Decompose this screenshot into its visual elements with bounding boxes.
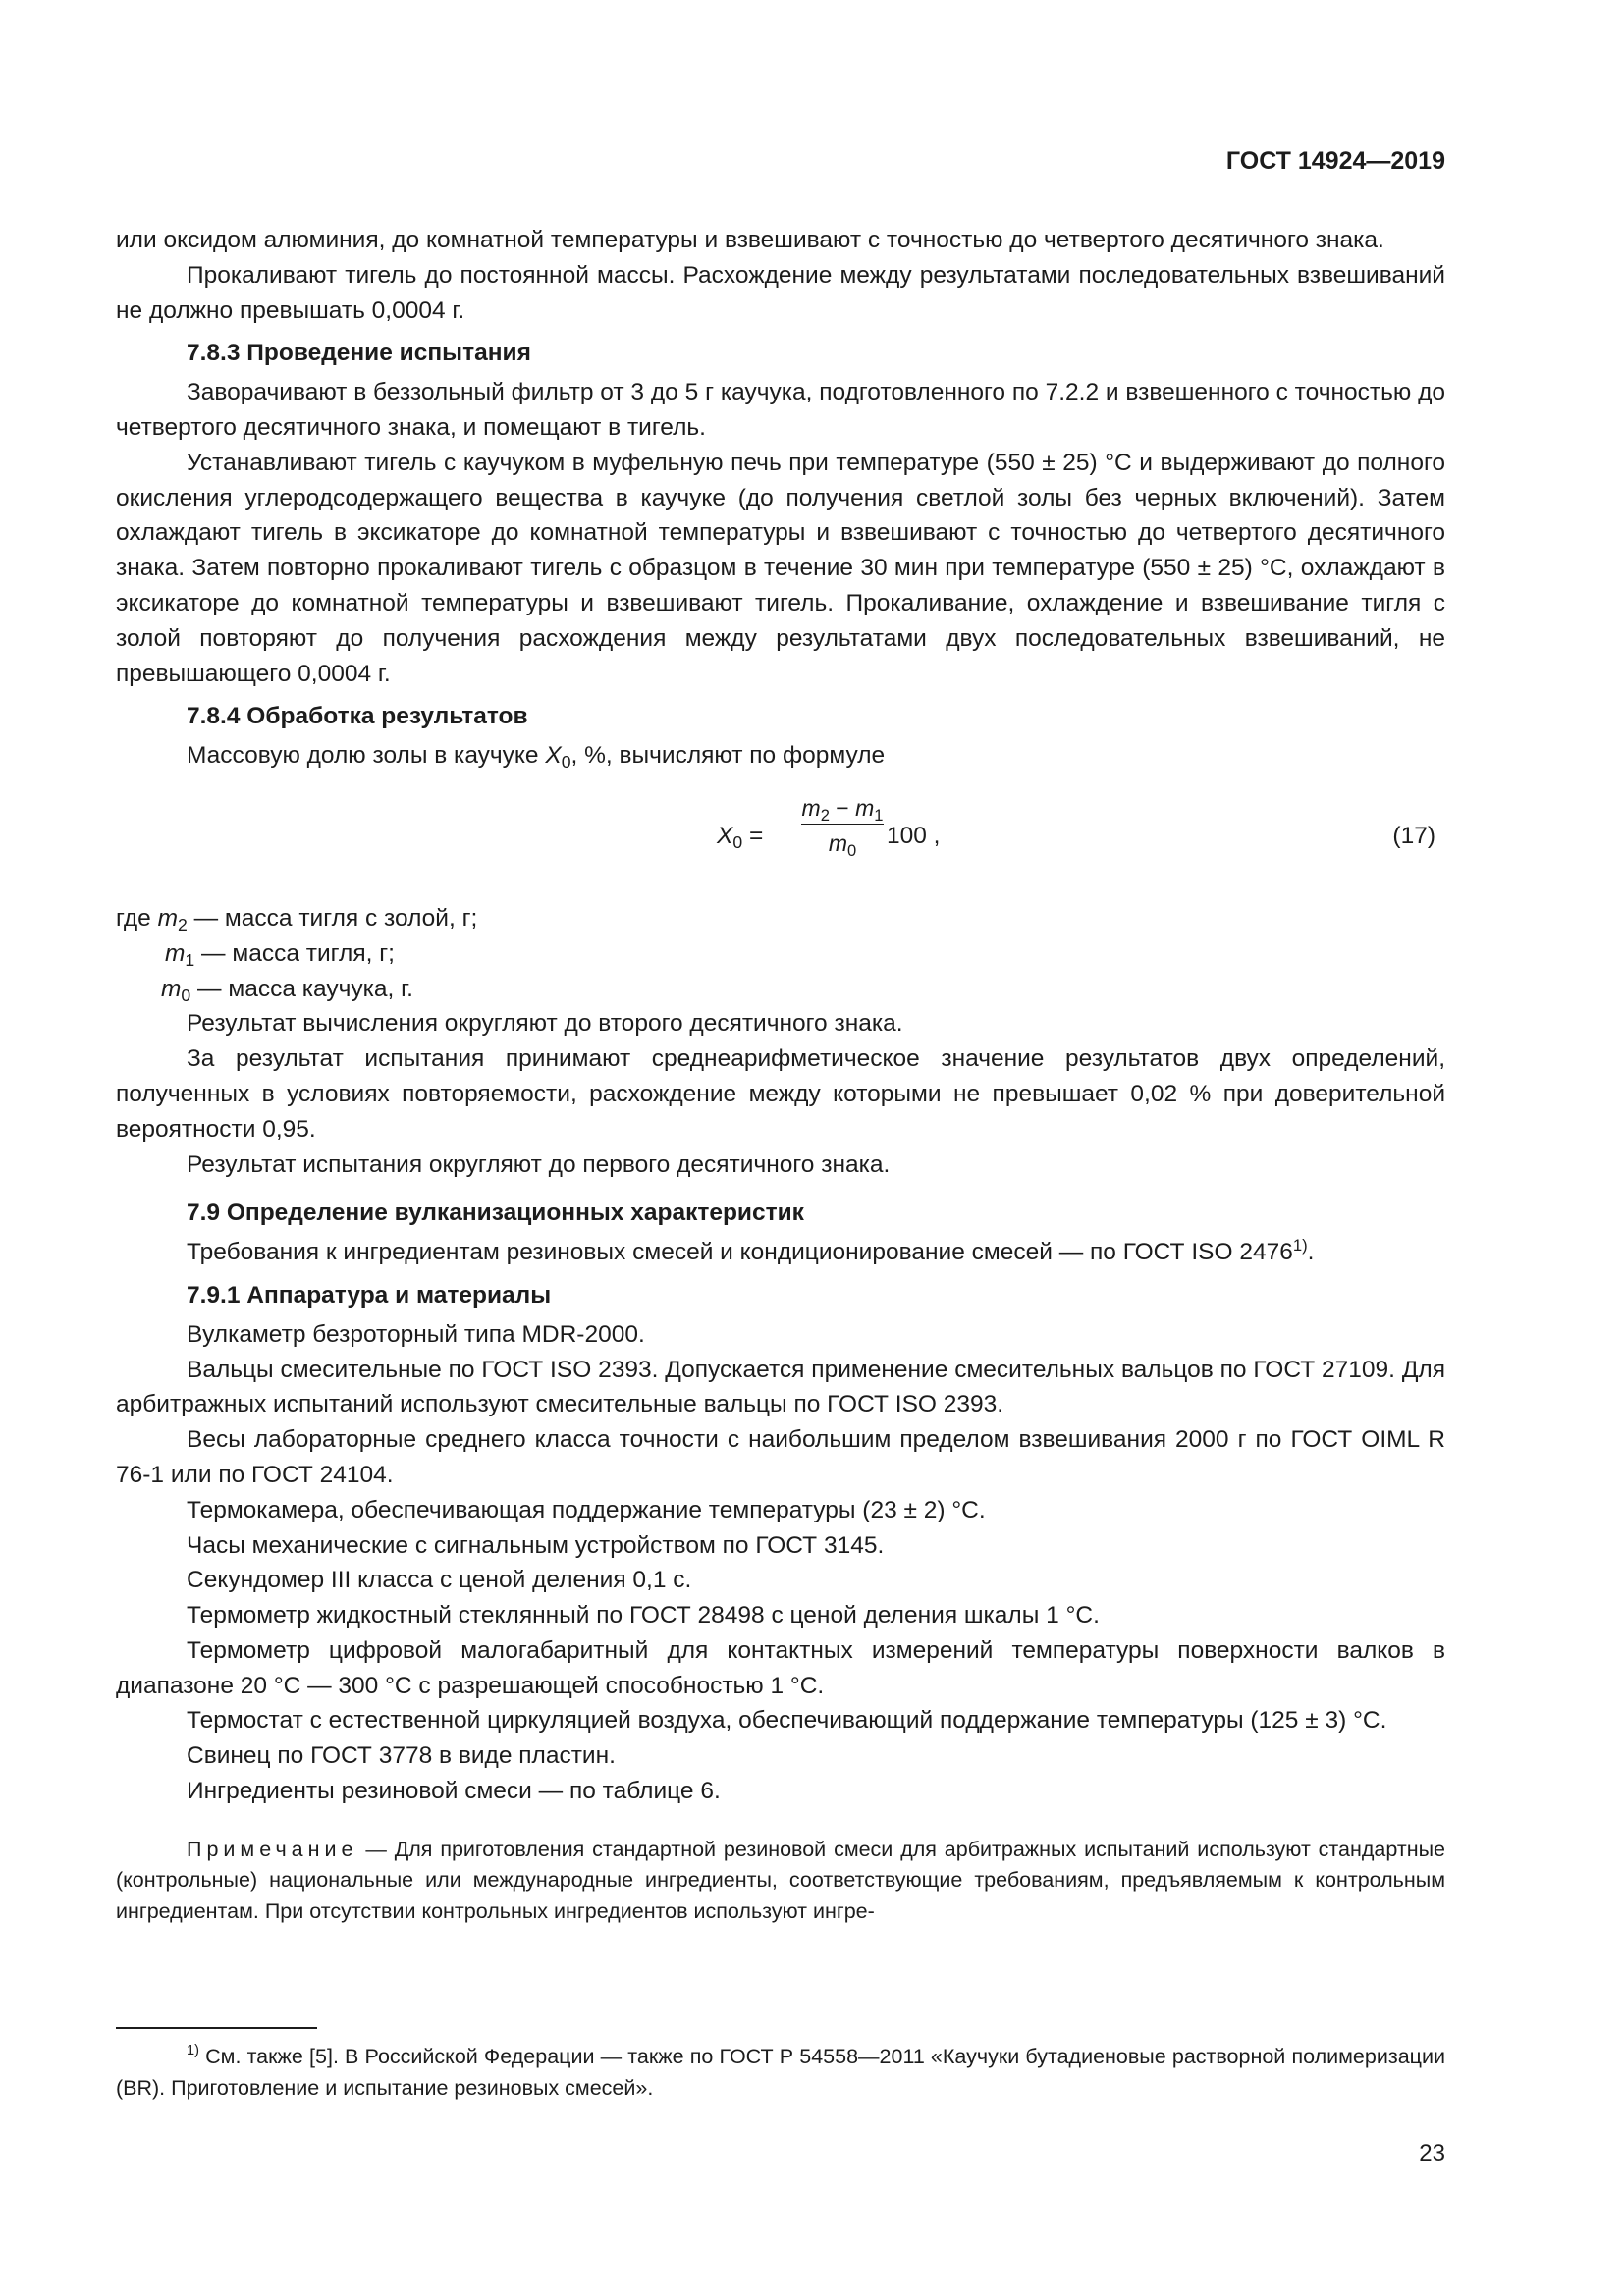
page-number: 23: [1419, 2140, 1445, 2166]
subscript: 1: [874, 805, 884, 825]
where-line: [116, 972, 1445, 1007]
paragraph: Результат вычисления округляют до второго десятичного знака.: [187, 1010, 903, 1038]
subscript: 1: [185, 949, 195, 970]
text: , %, вычисляют по формуле: [570, 742, 886, 770]
text: Требования к ингредиентам резиновых смесей и кондиционирование смесей — по ГОСТ ISO 2476: [187, 1239, 1293, 1266]
footnote-divider: [116, 2027, 317, 2029]
minus-sign: −: [829, 794, 856, 821]
paragraph: Устанавливают тигель с каучуком в муфельную печь при температуре (550 ± 25) °С и выдерживают до полного окисления углеродсодержащего вещества в каучуке (до получения светлой золы без черных включений). Затем охлаждают тигель в эксикаторе до комнатной температуры и взвешивают с точностью до четвертого десятичного знака. Затем повторно прокаливают тигель с образцом в течение 30 мин при температуре (550 ± 25) °С, охлаждают в эксикаторе до комнатной температуры и взвешивают тигель. Прокаливание, охлаждение и взвешивание тигля с золой повторяют до получения расхождения между результатами двух последовательных взвешиваний, не превышающего 0,0004 г.: [116, 449, 1445, 687]
variable: X: [545, 742, 562, 770]
variable: m: [801, 794, 821, 821]
variable: X: [717, 822, 733, 849]
text: Массовую долю золы в каучуке: [187, 742, 546, 770]
paragraph: Заворачивают в беззольный фильтр от 3 до 5 г каучука, подготовленного по 7.2.2 и взвешенного с точностью до четвертого десятичного знака, и помещают в тигель.: [116, 379, 1445, 441]
subscript: 2: [178, 914, 188, 934]
equipment-item: Термостат с естественной циркуляцией воздуха, обеспечивающий поддержание температуры (125 ± 3) °С.: [187, 1707, 1387, 1735]
document-body: [116, 223, 1445, 1927]
text: — масса каучука, г.: [190, 975, 413, 1002]
equipment-item: Вальцы смесительные по ГОСТ ISO 2393. Допускается применение смесительных вальцов по ГОСТ 27109. Для арбитражных испытаний используют смесительные вальцы по ГОСТ ISO 2393.: [116, 1356, 1445, 1418]
text: — масса тигля с золой, г;: [187, 904, 478, 932]
equals-sign: =: [748, 822, 764, 849]
formula-multiplier: 100 ,: [887, 822, 941, 849]
note-text: — Для приготовления стандартной резиновой смеси для арбитражных испытаний используют стандартные (контрольные) национальные или международные ингредиенты, соответствующие требованиям, предъявляемым к контрольным ингредиентам. При отсутствии контрольных ингредиентов используют ингре-: [116, 1837, 1445, 1923]
where-line: [116, 936, 1445, 972]
variable: m: [165, 939, 186, 967]
text: .: [1307, 1239, 1315, 1266]
fraction-numerator: [801, 793, 884, 823]
footnote: [116, 2041, 1445, 2104]
equipment-item: Весы лабораторные среднего класса точности с наибольшим пределом взвешивания 2000 г по ГОСТ OIML R 76-1 или по ГОСТ 24104.: [116, 1426, 1445, 1488]
subscript: 0: [561, 752, 571, 773]
variable: m: [828, 829, 847, 856]
section-heading-7-9: 7.9 Определение вулканизационных характеристик: [187, 1200, 804, 1227]
variable: m: [161, 975, 182, 1002]
formula-lhs: [717, 819, 763, 854]
footnote-marker: 1): [187, 2043, 199, 2058]
note: [116, 1835, 1445, 1928]
subscript: 0: [846, 840, 857, 860]
document-code-header: ГОСТ 14924—2019: [1225, 147, 1445, 175]
formula-fraction: [801, 793, 884, 858]
equipment-item: Термокамера, обеспечивающая поддержание температуры (23 ± 2) °С.: [187, 1496, 986, 1523]
paragraph: [116, 1235, 1445, 1270]
footnote-text: См. также [5]. В Российской Федерации — также по ГОСТ Р 54558—2011 «Каучуки бутадиеновые растворной полимеризации (BR). Приготовление и испытание резиновых смесей».: [116, 2045, 1445, 2100]
note-label: Примечание: [187, 1837, 358, 1861]
paragraph-formula-intro: [116, 738, 1445, 774]
equipment-item: Вулкаметр безроторный типа MDR-2000.: [187, 1320, 645, 1348]
equipment-item: Термометр цифровой малогабаритный для контактных измерений температуры поверхности валков в диапазоне 20 °С — 300 °С с разрешающей способностью 1 °С.: [116, 1636, 1445, 1699]
section-heading-7-8-3: 7.8.3 Проведение испытания: [187, 340, 531, 367]
formula-number: (17): [1392, 822, 1435, 849]
fraction-denominator: [801, 828, 884, 858]
variable: m: [855, 794, 875, 821]
paragraph: Результат испытания округляют до первого десятичного знака.: [187, 1150, 891, 1178]
formula-17: [116, 789, 1445, 891]
variable: m: [157, 904, 178, 932]
text: где: [116, 904, 158, 932]
subscript: 0: [732, 831, 743, 852]
where-line: [116, 901, 1445, 936]
subscript: 0: [181, 985, 191, 1005]
subscript: 2: [820, 805, 830, 825]
paragraph: Прокаливают тигель до постоянной массы. Расхождение между результатами последовательных взвешиваний не должно превышать 0,0004 г.: [116, 261, 1445, 324]
equipment-item: Часы механические с сигнальным устройством по ГОСТ 3145.: [187, 1531, 885, 1559]
footnote-ref: 1): [1292, 1236, 1308, 1255]
section-heading-7-9-1: 7.9.1 Аппаратура и материалы: [187, 1281, 552, 1308]
paragraph: За результат испытания принимают среднеарифметическое значение результатов двух определений, полученных в условиях повторяемости, расхождение между которыми не превышает 0,02 % при доверительной вероятности 0,95.: [116, 1045, 1445, 1143]
fraction-bar: [801, 824, 884, 825]
text: — масса тигля, г;: [194, 939, 395, 967]
section-heading-7-8-4: 7.8.4 Обработка результатов: [187, 703, 528, 730]
equipment-item: Ингредиенты резиновой смеси — по таблице 6.: [187, 1778, 721, 1805]
equipment-item: Свинец по ГОСТ 3778 в виде пластин.: [187, 1742, 616, 1770]
equipment-item: Секундомер III класса с ценой деления 0,1 с.: [187, 1567, 692, 1594]
equipment-item: Термометр жидкостный стеклянный по ГОСТ 28498 с ценой деления шкалы 1 °С.: [187, 1602, 1100, 1629]
paragraph: или оксидом алюминия, до комнатной температуры и взвешивают с точностью до четвертого десятичного знака.: [116, 227, 1384, 253]
